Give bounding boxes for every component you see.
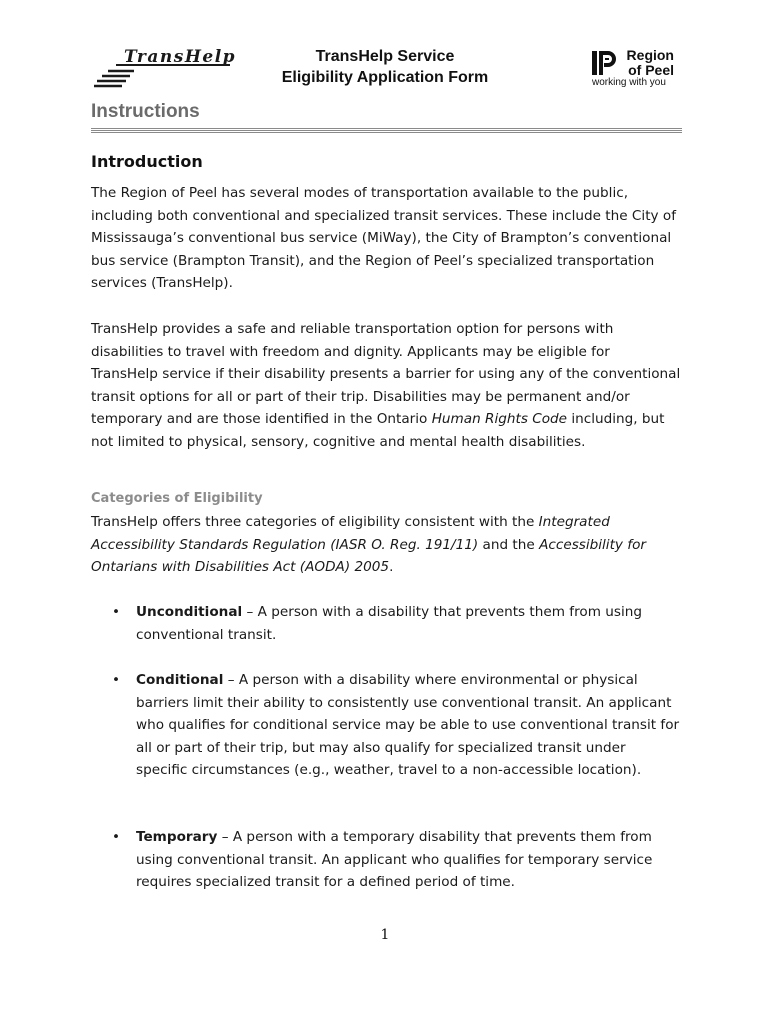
bullet-dot-icon: • xyxy=(112,672,121,688)
region-of-peel-logo xyxy=(592,48,682,90)
paragraph-categories-text2: and the xyxy=(478,536,540,553)
bullet-item-temporary xyxy=(112,826,681,894)
bullet-description: – A person with a disability where environmental or physical barriers limit their ability to consistently use conventional transit. An applicant who qualifies for conditional service may be able to use conventional transit for all or part of their trip, but may also qualify for specialized transit under specific circumstances (e.g., weather, travel to a non-accessible location). xyxy=(136,672,680,778)
section-heading: Instructions xyxy=(91,101,200,122)
bullet-dot-icon: • xyxy=(112,604,121,620)
document-title xyxy=(250,46,520,88)
paragraph-transhelp xyxy=(91,318,681,453)
bullet-item-conditional xyxy=(112,669,681,782)
heading-rule xyxy=(91,128,682,135)
document-title-line2: Eligibility Application Form xyxy=(281,69,489,86)
paragraph-intro: The Region of Peel has several modes of transportation available to the public, including both conventional and specialized transit services. These include the City of Mississauga’s conventional bus service (MiWay), the City of Brampton’s conventional bus service (Brampton Transit), and the Region of Peel’s specialized transportation services (TransHelp). xyxy=(91,185,677,291)
bullet-item-unconditional xyxy=(112,601,681,646)
page-number: 1 xyxy=(380,927,390,943)
transhelp-logo-text: TransHelp xyxy=(124,47,237,67)
region-of-peel-name xyxy=(616,48,674,78)
bullet-description: – A person with a temporary disability that prevents them from using conventional transit. An applicant who qualifies for temporary service requires specialized transit for a defined period of time. xyxy=(136,829,653,890)
introduction-heading: Introduction xyxy=(91,152,203,171)
region-of-peel-emblem-icon xyxy=(592,49,616,77)
bullet-description: – A person with a disability that prevents them from using conventional transit. xyxy=(136,604,642,643)
bullet-term: Conditional xyxy=(136,672,224,688)
paragraph-categories-text1: TransHelp offers three categories of eligibility consistent with the xyxy=(91,514,539,530)
paragraph-transhelp-text: TransHelp provides a safe and reliable transportation option for persons with disabilities to travel with freedom and dignity. Applicants may be eligible for TransHelp service if their disability presents a barrier for using any of the conventional transit options for all or part of their trip. Disabilities may be permanent and/or temporary and are those identified in the Ontario xyxy=(91,321,681,427)
paragraph-transhelp-text-end: including, but not limited to physical, sensory, cognitive and mental health disabilities. xyxy=(91,411,665,450)
categories-heading: Categories of Eligibility xyxy=(91,491,263,506)
bullet-dot-icon: • xyxy=(112,829,121,845)
transhelp-logo xyxy=(94,44,244,90)
region-of-peel-name-line1: Region xyxy=(626,47,674,63)
paragraph-categories xyxy=(91,511,681,579)
bullet-term: Temporary xyxy=(136,829,218,845)
paragraph-categories-text3: . xyxy=(389,559,394,575)
region-of-peel-tagline: working with you xyxy=(592,77,666,88)
bullet-term: Unconditional xyxy=(136,604,243,620)
paragraph-categories-italic2: Accessibility for Ontarians with Disabilities Act (AODA) 2005 xyxy=(91,536,646,575)
document-title-line1: TransHelp Service xyxy=(315,48,455,65)
paragraph-categories-italic1: Integrated Accessibility Standards Regulation (IASR O. Reg. 191/11) xyxy=(91,514,610,553)
region-of-peel-name-line2: of Peel xyxy=(628,62,674,78)
paragraph-transhelp-italic: Human Rights Code xyxy=(431,411,568,427)
